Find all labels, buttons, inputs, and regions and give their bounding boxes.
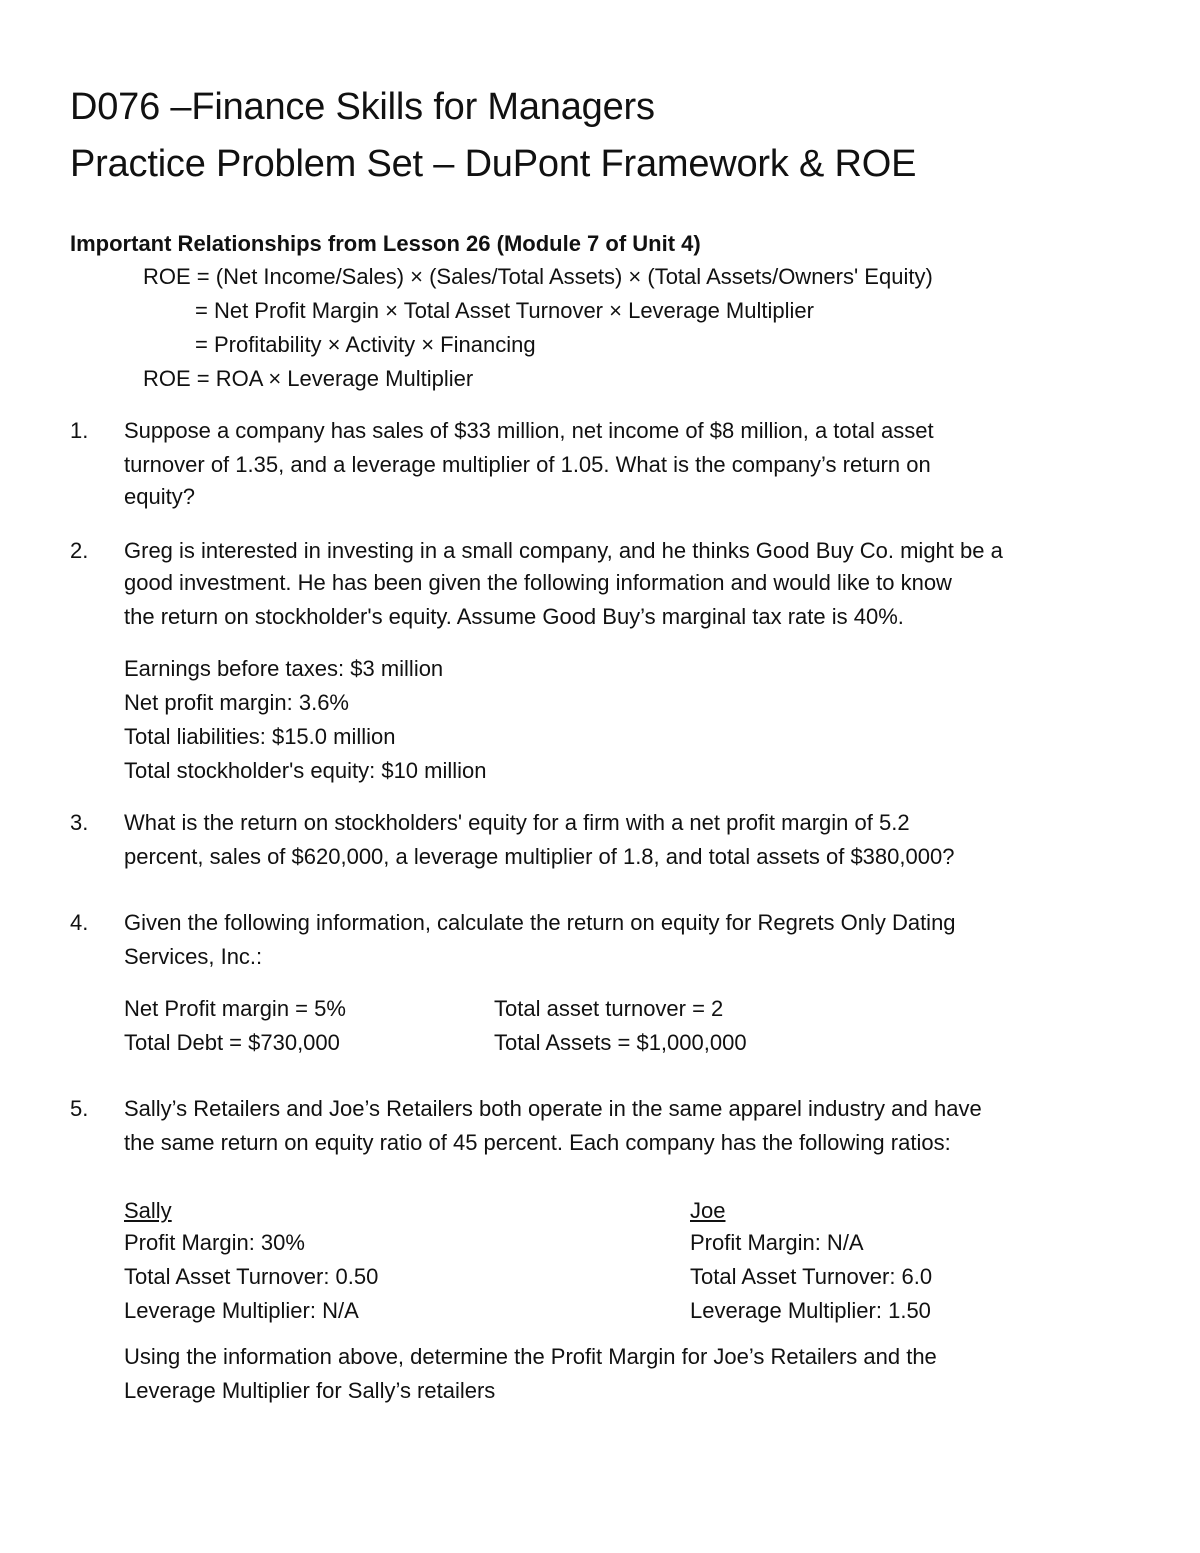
problem-data-line: Net profit margin: 3.6% bbox=[124, 690, 349, 715]
problem-data-line: Total liabilities: $15.0 million bbox=[124, 724, 396, 749]
problem-number: 4. bbox=[70, 910, 89, 935]
problem-text-line: turnover of 1.35, and a leverage multiplier of 1.05. What is the company’s return on bbox=[124, 452, 931, 477]
problem-data-line: Total Debt = $730,000 bbox=[124, 1030, 340, 1055]
formula-line: ROE = ROA × Leverage Multiplier bbox=[143, 366, 474, 391]
problem-closing-line: Using the information above, determine the Profit Margin for Joe’s Retailers and the bbox=[124, 1344, 937, 1369]
joe-ratio: Total Asset Turnover: 6.0 bbox=[690, 1264, 933, 1289]
problem-text-line: Suppose a company has sales of $33 million, net income of $8 million, a total asset bbox=[124, 418, 934, 443]
relationships-heading: Important Relationships from Lesson 26 (Module 7 of Unit 4) bbox=[70, 231, 701, 256]
problem-number: 2. bbox=[70, 538, 89, 563]
problem-data-line: Total asset turnover = 2 bbox=[494, 996, 724, 1021]
problem-text-line: good investment. He has been given the following information and would like to know bbox=[124, 570, 952, 595]
problem-text-line: equity? bbox=[124, 484, 195, 509]
problem-data-line: Earnings before taxes: $3 million bbox=[124, 656, 444, 681]
joe-heading: Joe bbox=[690, 1198, 726, 1223]
sally-ratio: Total Asset Turnover: 0.50 bbox=[124, 1264, 379, 1289]
problem-data-line: Total Assets = $1,000,000 bbox=[494, 1030, 747, 1055]
problem-text-line: Given the following information, calculate the return on equity for Regrets Only Dating bbox=[124, 910, 956, 935]
document-title-line2: Practice Problem Set – DuPont Framework & ROE bbox=[70, 143, 917, 185]
problem-closing-line: Leverage Multiplier for Sally’s retailers bbox=[124, 1378, 496, 1403]
document-title-line1: D076 –Finance Skills for Managers bbox=[70, 86, 655, 128]
formula-line: = Net Profit Margin × Total Asset Turnover × Leverage Multiplier bbox=[195, 298, 814, 323]
problem-number: 1. bbox=[70, 418, 89, 443]
sally-ratio: Profit Margin: 30% bbox=[124, 1230, 305, 1255]
sally-ratio: Leverage Multiplier: N/A bbox=[124, 1298, 359, 1323]
problem-number: 3. bbox=[70, 810, 89, 835]
problem-number: 5. bbox=[70, 1096, 89, 1121]
problem-text-line: Sally’s Retailers and Joe’s Retailers both operate in the same apparel industry and have bbox=[124, 1096, 982, 1121]
problem-text-line: percent, sales of $620,000, a leverage multiplier of 1.8, and total assets of $380,000? bbox=[124, 844, 955, 869]
problem-data-line: Net Profit margin = 5% bbox=[124, 996, 346, 1021]
problem-text-line: the return on stockholder's equity. Assume Good Buy’s marginal tax rate is 40%. bbox=[124, 604, 904, 629]
problem-text-line: the same return on equity ratio of 45 percent. Each company has the following ratios: bbox=[124, 1130, 951, 1155]
problem-data-line: Total stockholder's equity: $10 million bbox=[124, 758, 487, 783]
joe-ratio: Profit Margin: N/A bbox=[690, 1230, 864, 1255]
problem-text-line: What is the return on stockholders' equity for a firm with a net profit margin of 5.2 bbox=[124, 810, 910, 835]
problem-text-line: Services, Inc.: bbox=[124, 944, 263, 969]
sally-heading: Sally bbox=[124, 1198, 172, 1223]
formula-line: = Profitability × Activity × Financing bbox=[195, 332, 536, 357]
joe-ratio: Leverage Multiplier: 1.50 bbox=[690, 1298, 931, 1323]
formula-line: ROE = (Net Income/Sales) × (Sales/Total Assets) × (Total Assets/Owners' Equity) bbox=[143, 264, 933, 289]
problem-text-line: Greg is interested in investing in a small company, and he thinks Good Buy Co. might be a bbox=[124, 538, 1003, 563]
